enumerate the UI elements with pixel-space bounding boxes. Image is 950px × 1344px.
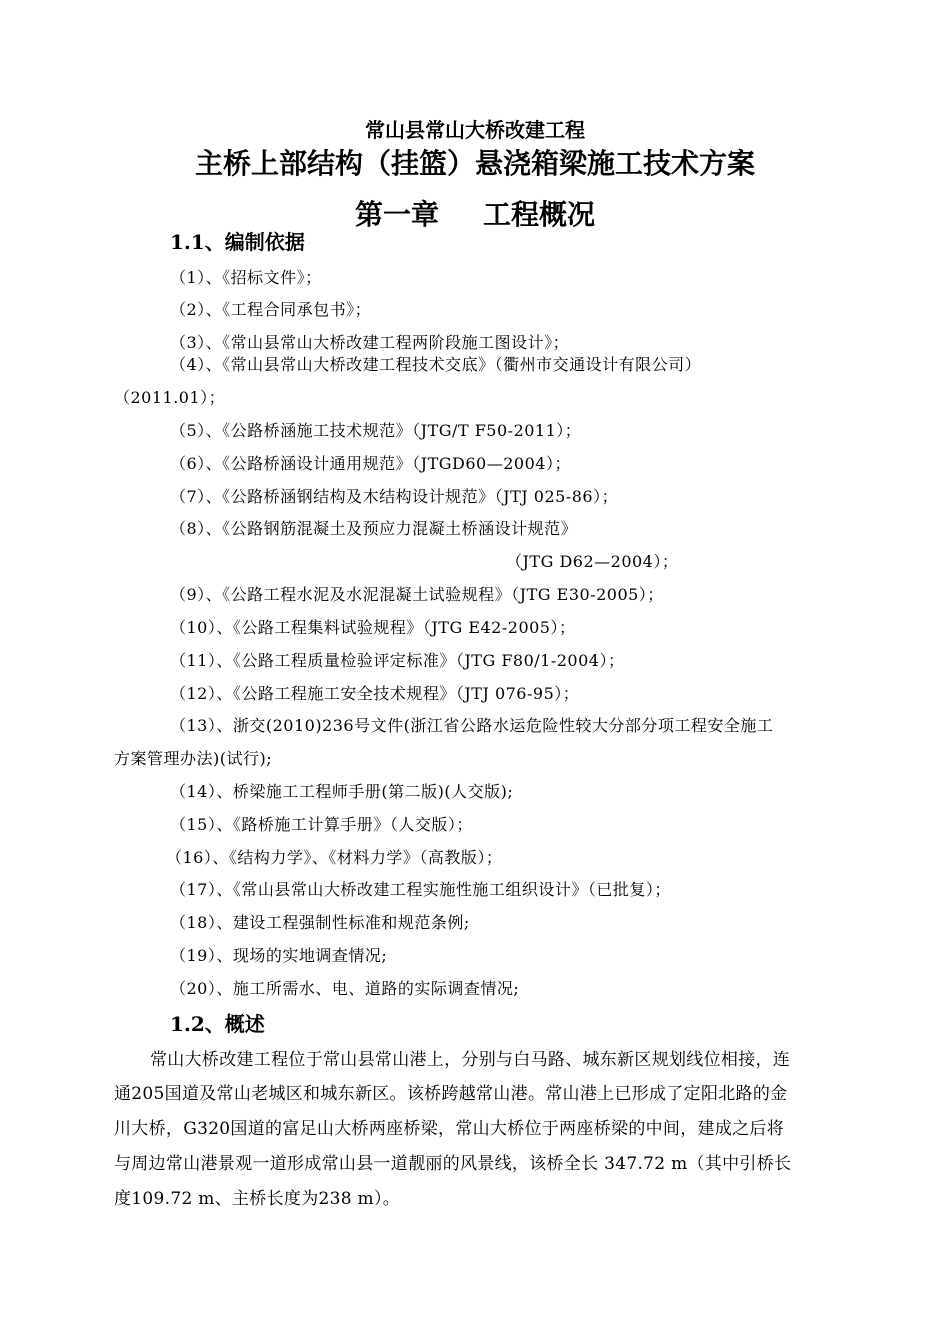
basis-item: （6）、《公路桥涵设计通用规范》（JTGD60—2004）； [170, 454, 571, 473]
document-title: 主桥上部结构（挂篮）悬浇箱梁施工技术方案 [194, 147, 755, 180]
basis-item: （9）、《公路工程水泥及水泥混凝土试验规程》（JTG E30-2005）； [170, 585, 664, 604]
basis-item: （20）、施工所需水、电、道路的实际调查情况; [170, 979, 520, 998]
basis-item: （18）、建设工程强制性标准和规范条例; [170, 913, 470, 932]
basis-item: （17）、《常山县常山大桥改建工程实施性施工组织设计》（已批复）； [170, 880, 671, 899]
basis-item: （14）、桥梁施工工程师手册(第二版)(人交版); [170, 782, 514, 801]
basis-item: （7）、《公路桥涵钢结构及木结构设计规范》（JTJ 025-86）； [170, 487, 619, 506]
basis-item: （10）、《公路工程集料试验规程》（JTG E42-2005）； [170, 618, 576, 637]
basis-item: （11）、《公路工程质量检验评定标准》（JTG F80/1-2004）； [170, 651, 625, 670]
project-subtitle: 常山县常山大桥改建工程 [365, 118, 585, 142]
basis-item: （4）、《常山县常山大桥改建工程技术交底》（衢州市交通设计有限公司） [170, 355, 702, 374]
chapter-number: 第一章 [354, 198, 439, 231]
section-heading-overview: 1.2、概述 [170, 1012, 265, 1036]
basis-item: （2）、《工程合同承包书》； [170, 300, 372, 319]
overview-line: 与周边常山港景观一道形成常山县一道靓丽的风景线，该桥全长 347.72 m（其中引桥长 [114, 1154, 792, 1174]
section-heading-basis: 1.1、编制依据 [170, 230, 305, 254]
basis-item-continuation: 方案管理办法)(试行); [114, 749, 273, 768]
basis-item-continuation: （JTG D62—2004）； [506, 552, 679, 571]
overview-line: 度109.72 m、主桥长度为238 m）。 [114, 1189, 401, 1209]
overview-line: 常山大桥改建工程位于常山县常山港上，分别与白马路、城东新区规划线位相接，连 [150, 1050, 791, 1070]
basis-item: （1）、《招标文件》； [170, 268, 322, 287]
basis-item: （16）、《结构力学》、《材料力学》（高教版）； [166, 848, 503, 867]
overview-line: 通205国道及常山老城区和城东新区。该桥跨越常山港。常山港上已形成了定阳北路的金 [114, 1084, 788, 1104]
basis-item: （5）、《公路桥涵施工技术规范》（JTG/T F50-2011）； [170, 421, 582, 440]
chapter-name: 工程概况 [483, 198, 596, 231]
chapter-heading [0, 193, 950, 233]
basis-item: （19）、现场的实地调查情况; [170, 946, 388, 965]
overview-line: 川大桥，G320国道的富足山大桥两座桥梁，常山大桥位于两座桥梁的中间，建成之后将 [114, 1119, 785, 1139]
basis-item: （13）、浙交(2010)236号文件(浙江省公路水运危险性较大分部分项工程安全施工 [170, 716, 774, 735]
basis-item: （12）、《公路工程施工安全技术规程》（JTJ 076-95）； [170, 684, 580, 703]
basis-item: （15）、《路桥施工计算手册》（人交版）； [170, 815, 473, 834]
basis-item-continuation: （2011.01）； [114, 388, 226, 407]
basis-item: （3）、《常山县常山大桥改建工程两阶段施工图设计》； [170, 333, 570, 352]
basis-item: （8）、《公路钢筋混凝土及预应力混凝土桥涵设计规范》 [170, 519, 578, 538]
